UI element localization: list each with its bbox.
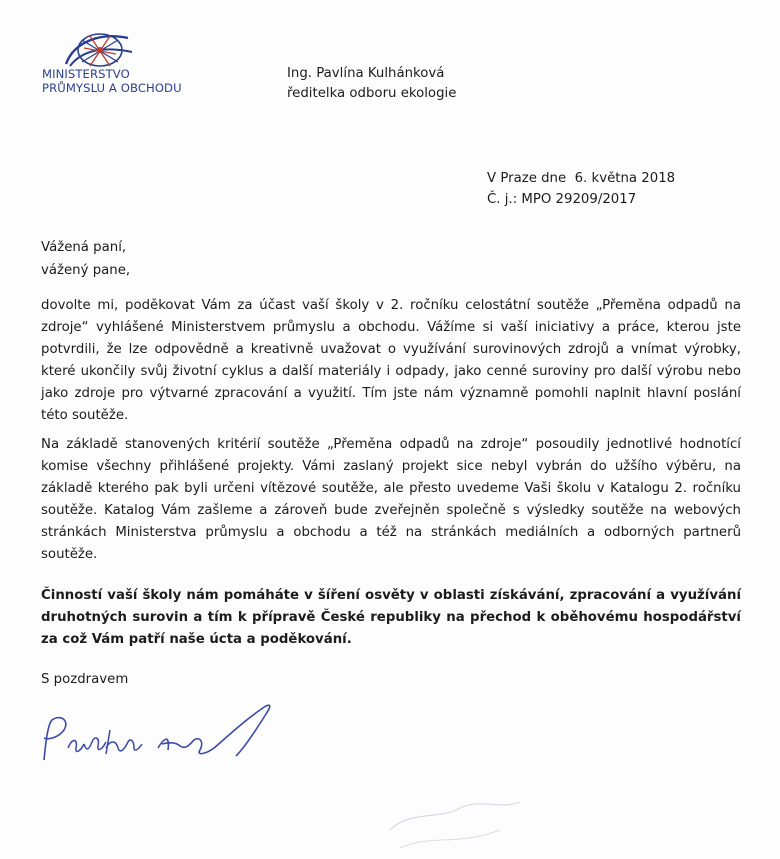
sender-block	[287, 64, 456, 104]
logo-line-1: MINISTERSTVO	[42, 67, 130, 81]
salutation-line-1: Vážená paní,	[41, 240, 127, 255]
salutation-line-2: vážený pane,	[41, 263, 131, 278]
logo-wordmark	[42, 67, 182, 95]
letter-date: V Praze dne 6. května 2018	[487, 171, 676, 186]
ministry-logo	[40, 28, 220, 108]
body-paragraph-3: Činností vaší školy nám pomáháte v šíření osvěty v oblasti získávání, zpracování a využívání druhotných surovin a tím k přípravě České republiky na přechod k oběhovému hospodářství za což Vám patří naše úcta a poděkování.	[41, 588, 741, 647]
handwritten-signature-icon	[30, 690, 290, 780]
sender-position: ředitelka odboru ekologie	[287, 86, 457, 101]
reference-number: Č. j.: MPO 29209/2017	[487, 192, 637, 207]
logo-line-2: PRŮMYSLU A OBCHODU	[42, 81, 182, 95]
body-paragraph-2: Na základě stanovených kritérií soutěže „Přeměna odpadů na zdroje“ posoudily jednotlivé hodnotící komise všechny přihlášené projekty. Vámi zaslaný projekt sice nebyl vybrán do užšího výběru, na základě kterého pak byli určeni vítězové soutěže, ale přesto uvedeme Vaši školu v Katalogu 2. ročníku soutěže. Katalog Vám zašleme a zároveň bude zveřejněn společně s výsledky soutěže na webových stránkách Ministerstva průmyslu a obchodu a též na stránkách mediálních a odborných partnerů soutěže.	[41, 437, 741, 562]
sender-name: Ing. Pavlína Kulhánková	[287, 66, 445, 81]
faint-stamp-mark	[380, 790, 530, 859]
globe-logo-icon	[60, 28, 140, 68]
date-reference-block	[487, 168, 675, 210]
closing-greeting: S pozdravem	[41, 672, 129, 687]
salutation	[41, 236, 130, 282]
body-paragraph-1: dovolte mi, poděkovat Vám za účast vaší školy v 2. ročníku celostátní soutěže „Přeměna odpadů na zdroje“ vyhlášené Ministerstvem průmyslu a obchodu. Vážíme si vaší iniciativy a práce, kterou jste potvrdili, že lze odpovědně a kreativně uvažovat o využívání surovinových zdrojů a vnímat výrobky, které ukončily svůj životní cyklus a další materiály i odpady, jako cenné suroviny pro další výrobu nebo jako zdroje pro výtvarné zpracování a využití. Tím jste nám významně pomohli naplnit hlavní poslání této soutěže.	[41, 298, 741, 423]
